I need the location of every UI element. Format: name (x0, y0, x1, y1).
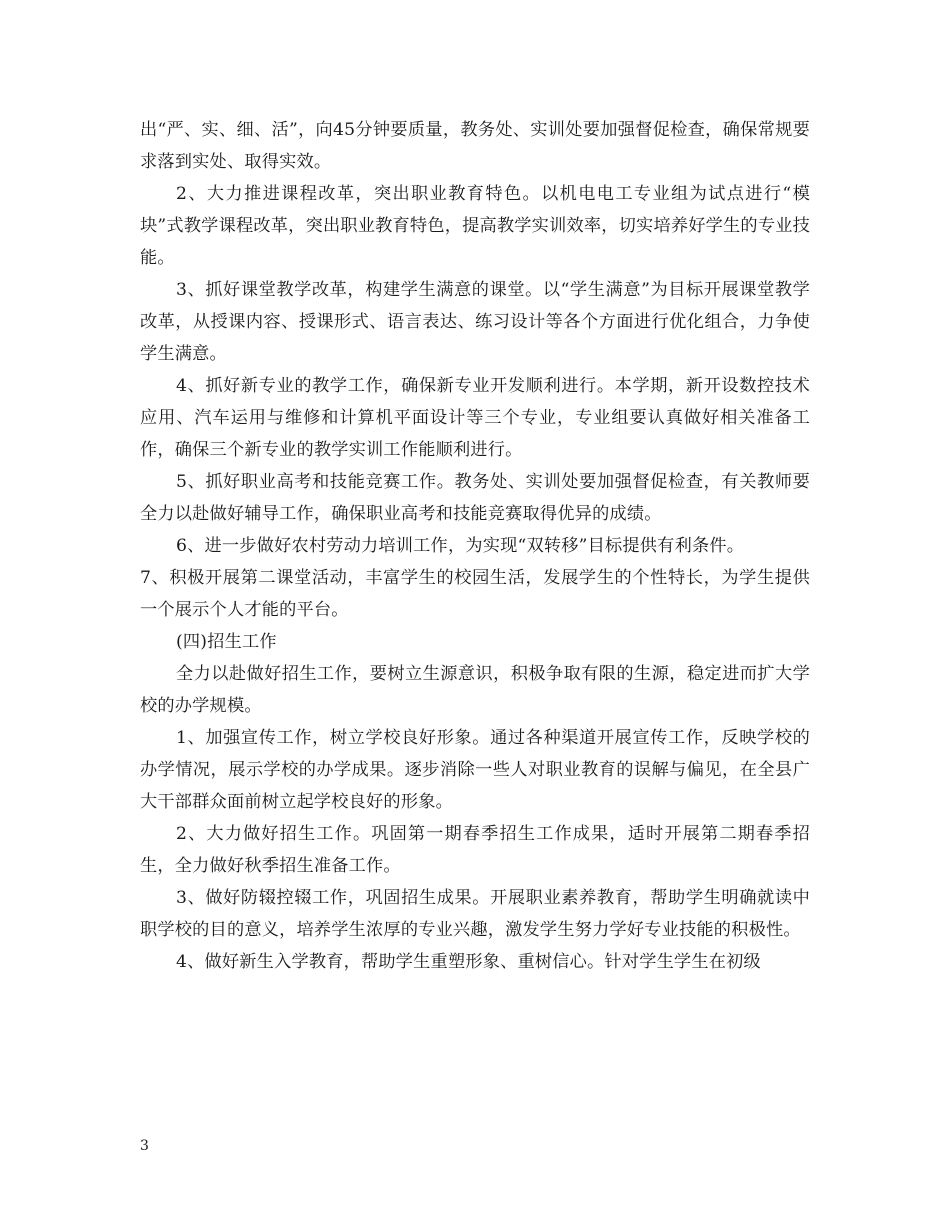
document-body (140, 114, 810, 978)
paragraph: 出“严、实、细、活”，向45分钟要质量，教务处、实训处要加强督促检查，确保常规要求落到实处、取得实效。 (140, 120, 810, 172)
paragraph: 3、抓好课堂教学改革，构建学生满意的课堂。以“学生满意”为目标开展课堂教学改革，从授课内容、授课形式、语言表达、练习设计等各个方面进行优化组合，力争使学生满意。 (140, 280, 810, 364)
paragraph: 全力以赴做好招生工作，要树立生源意识，积极争取有限的生源，稳定进而扩大学校的办学规模。 (140, 664, 810, 716)
paragraph: 5、抓好职业高考和技能竞赛工作。教务处、实训处要加强督促检查，有关教师要全力以赴做好辅导工作，确保职业高考和技能竞赛取得优异的成绩。 (140, 472, 810, 524)
paragraph: 1、加强宣传工作，树立学校良好形象。通过各种渠道开展宣传工作，反映学校的办学情况，展示学校的办学成果。逐步消除一些人对职业教育的误解与偏见，在全县广大干部群众面前树立起学校良好的形象。 (140, 728, 810, 812)
paragraph: 2、大力做好招生工作。巩固第一期春季招生工作成果，适时开展第二期春季招生，全力做好秋季招生准备工作。 (140, 824, 810, 876)
paragraph: 7、积极开展第二课堂活动，丰富学生的校园生活，发展学生的个性特长，为学生提供一个展示个人才能的平台。 (140, 568, 810, 620)
paragraph: 2、大力推进课程改革，突出职业教育特色。以机电电工专业组为试点进行“模块”式教学课程改革，突出职业教育特色，提高教学实训效率，切实培养好学生的专业技能。 (140, 184, 810, 268)
paragraph: 3、做好防辍控辍工作，巩固招生成果。开展职业素养教育，帮助学生明确就读中职学校的目的意义，培养学生浓厚的专业兴趣，激发学生努力学好专业技能的积极性。 (140, 888, 810, 940)
section-heading: (四)招生工作 (176, 632, 277, 652)
paragraph: 4、做好新生入学教育，帮助学生重塑形象、重树信心。针对学生学生在初级 (176, 952, 761, 972)
paragraph: 4、抓好新专业的教学工作，确保新专业开发顺利进行。本学期，新开设数控技术应用、汽车运用与维修和计算机平面设计等三个专业，专业组要认真做好相关准备工作，确保三个新专业的教学实训工作能顺利进行。 (140, 376, 810, 460)
paragraph: 6、进一步做好农村劳动力培训工作，为实现“双转移”目标提供有利条件。 (176, 536, 745, 556)
page-number: 3 (140, 1138, 149, 1154)
